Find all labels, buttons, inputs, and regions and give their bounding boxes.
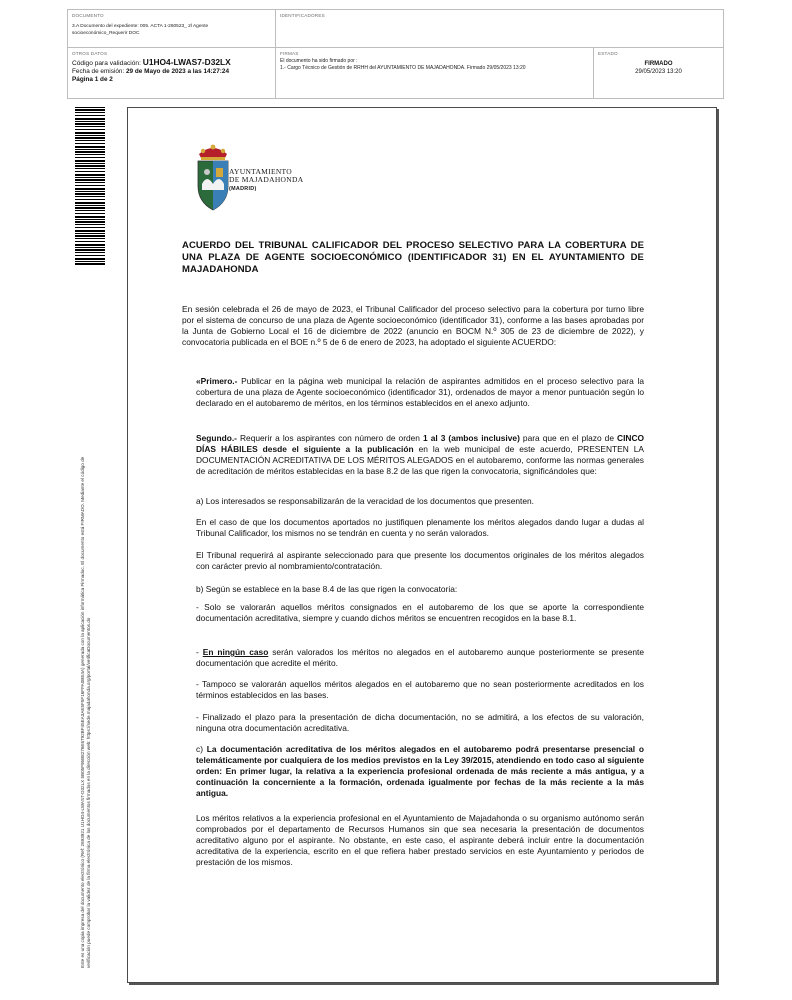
identificadores-label: IDENTIFICADORES [280, 13, 325, 18]
paragraph-b: b) Según se establece en la base 8.4 de las que rigen la convocatoria: [196, 584, 458, 594]
coat-of-arms-icon [193, 144, 233, 212]
otros-datos-label: OTROS DATOS [72, 51, 108, 56]
paragraph-solo: - Solo se valorarán aquellos méritos consignados en el autobaremo de los que se aporte la correspondiente documentación acreditativa, siempre y cuando dichos méritos se encuentren recogidos en la base 8.1. [196, 602, 644, 623]
municipality-name [229, 168, 303, 193]
logo-line-1: AYUNTAMIENTO [229, 167, 292, 176]
fecha-value: 29 de Mayo de 2023 a las 14:27:24 [126, 68, 230, 75]
segundo-text-1: Requerir a los aspirantes con número de orden [236, 433, 424, 443]
codigo-label: Código para validación: [72, 60, 141, 67]
c-prefix: c) [196, 744, 207, 754]
logo-line-3: (MADRID) [229, 185, 257, 192]
side-text-line-2: verificación puede comprobar la validez de la firma electrónica de los documentos firmados en la dirección web: https://sede.majadahonda.org/portal/verificaDocumentos.do [86, 617, 91, 968]
primero-text: Publicar en la página web municipal la relación de aspirantes admitidos en el proceso selectivo para la cobertura de una plaza de Agente socioeconómico (identificador 31), ordenados de mayor a menor puntuación según lo declarado en el autobaremo de méritos, en los términos establecidos en el anexo adjunto. [196, 376, 644, 408]
codigo-validacion [72, 58, 271, 68]
pagina-indicator: Página 1 de 2 [72, 76, 113, 83]
fecha-emision [72, 68, 271, 76]
intro-paragraph: En sesión celebrada el 26 de mayo de 2023, el Tribunal Calificador del proceso selectivo para la cobertura por turno libre por el sistema de concurso de una plaza de Agente socioeconómico (identificador 31), conforme a las bases aprobadas por la Junta de Gobierno Local el 16 de diciembre de 2022 (anuncio en BOCM N.º 305 de 23 de diciembre de 2022), y convocatoria publicada en el BOE n.º 5 de 6 de enero de 2023, ha adoptado el siguiente ACUERDO: [182, 304, 644, 347]
paragraph-c [196, 744, 644, 799]
paragraph-a: a) Los interesados se responsabilizarán de la veracidad de los documentos que presenten. [196, 496, 535, 506]
ningun-underlined: En ningún caso [202, 647, 269, 657]
logo-line-2: DE MAJADAHONDA [229, 175, 304, 185]
segundo-text-3: en la web municipal de este acuerdo, PRESENTEN LA DOCUMENTACIÓN ACREDITATIVA DE LOS MÉRITOS ALEGADOS en el autobaremo, conforme las normas generales de acreditación de méritos establecidas en la base 8.2 de las que rigen la convocatoria, significándoles que: [196, 444, 644, 476]
estado-value: FIRMADO [644, 61, 673, 67]
document-title: ACUERDO DEL TRIBUNAL CALIFICADOR DEL PROCESO SELECTIVO PARA LA COBERTURA DE UNA PLAZA DE AGENTE SOCIOECONÓMICO (IDENTIFICADOR 31) EN EL AYUNTAMIENTO DE MAJADAHONDA [182, 240, 644, 275]
vertical-verification-text [80, 298, 92, 968]
side-text-line-1: Este es una copia impresa del documento electrónico (Ref: 2693921 U1HO4-LWAS7-D32LX 5B05F95B8276E6792BF45EA3AE5F5F16FFA0BE4A) generada con la aplicación informática Firmadoc. El documento está FIRMADO. Mediante el código de [80, 456, 85, 968]
estado-fecha: 29/05/2023 13:20 [635, 69, 682, 75]
segundo-text-2: para que en el plazo de [519, 433, 618, 443]
firmas-line-1: El documento ha sido firmado por : [280, 58, 358, 64]
estado-label: ESTADO [598, 51, 618, 56]
c-bold: La documentación acreditativa de los méritos alegados en el autobaremo podrá presentarse presencial o telemáticamente por cualquiera de los medios previstos en la Ley 39/2015, atendiendo en todo caso al siguiente orden: En primer lugar, la relativa a la experiencia profesional ordenada de más reciente a más antigua, y a continuación la concerniente a la formación, ordenada igualmente por fechas de la más reciente a la más antigua. [196, 744, 644, 798]
documento-label: DOCUMENTO [72, 13, 104, 18]
validation-header [67, 9, 724, 99]
codigo-value: U1HO4-LWAS7-D32LX [142, 57, 231, 67]
primero-label: «Primero.- [196, 376, 238, 386]
ningun-prefix: - [196, 647, 203, 657]
documento-cell [68, 10, 276, 48]
estado-cell [594, 48, 723, 98]
paragraph-tribunal: El Tribunal requerirá al aspirante seleccionado para que presente los documentos originales de los méritos alegados con carácter previo al nombramiento/contratación. [196, 550, 644, 571]
document-page [127, 107, 717, 983]
segundo-paragraph [196, 433, 644, 477]
paragraph-ningun-caso [196, 647, 644, 669]
segundo-bold-1: 1 al 3 (ambos inclusive) [423, 433, 520, 443]
firmas-cell [276, 48, 594, 98]
paragraph-caso: En el caso de que los documentos aportados no justifiquen plenamente los méritos alegados dando lugar a dudas al Tribunal Calificador, los mismos no se tendrán en cuenta y no serán valorados. [196, 517, 644, 538]
primero-paragraph [196, 376, 644, 409]
segundo-label: Segundo.- [196, 433, 237, 443]
otros-datos-cell [68, 48, 276, 98]
firmas-label: FIRMAS [280, 51, 299, 56]
firmas-line-2: 1.- Cargo Técnico de Gestión de RRHH del AYUNTAMIENTO DE MAJADAHONDA. Firmado 29/05/2023 13:20 [280, 65, 526, 71]
documento-value-1: 3.A Documento del expediente: 005. ACTA 1-260523_ 2l Agente [72, 24, 209, 29]
identificadores-cell [276, 10, 723, 48]
barcode [75, 107, 105, 265]
fecha-label: Fecha de emisión: [72, 68, 125, 75]
estado-status [598, 60, 719, 76]
paragraph-finalizado: - Finalizado el plazo para la presentación de dicha documentación, no se admitirá, a los efectos de su valoración, ninguna otra documentación acreditativa. [196, 712, 644, 733]
paragraph-meritos: Los méritos relativos a la experiencia profesional en el Ayuntamiento de Majadahonda o su organismo autónomo serán comprobados por el departamento de Recursos Humanos sin que sea necesaria la presentación de documentos acreditativo alguno por el aspirante. No obstante, en este caso, el aspirante deberá incluir entre la documentación acreditativa de la experiencia, escrito en el que refiera haber prestado servicios en este Ayuntamiento y periodos de prestación de los mismos. [196, 813, 644, 867]
segundo-bold-2: CINCO DÍAS HÁBILES desde el siguiente a la publicación [196, 433, 645, 454]
paragraph-tampoco: - Tampoco se valorarán aquellos méritos alegados en el autobaremo que no sean posteriormente acreditados en los términos establecidos en las bases. [196, 679, 644, 700]
ningun-rest: serán valorados los méritos no alegados en el autobaremo aunque posteriormente se presente documentación que acredite el mérito. [196, 647, 644, 668]
documento-value-2: socioeconómico_Requerir DOC [72, 31, 140, 36]
